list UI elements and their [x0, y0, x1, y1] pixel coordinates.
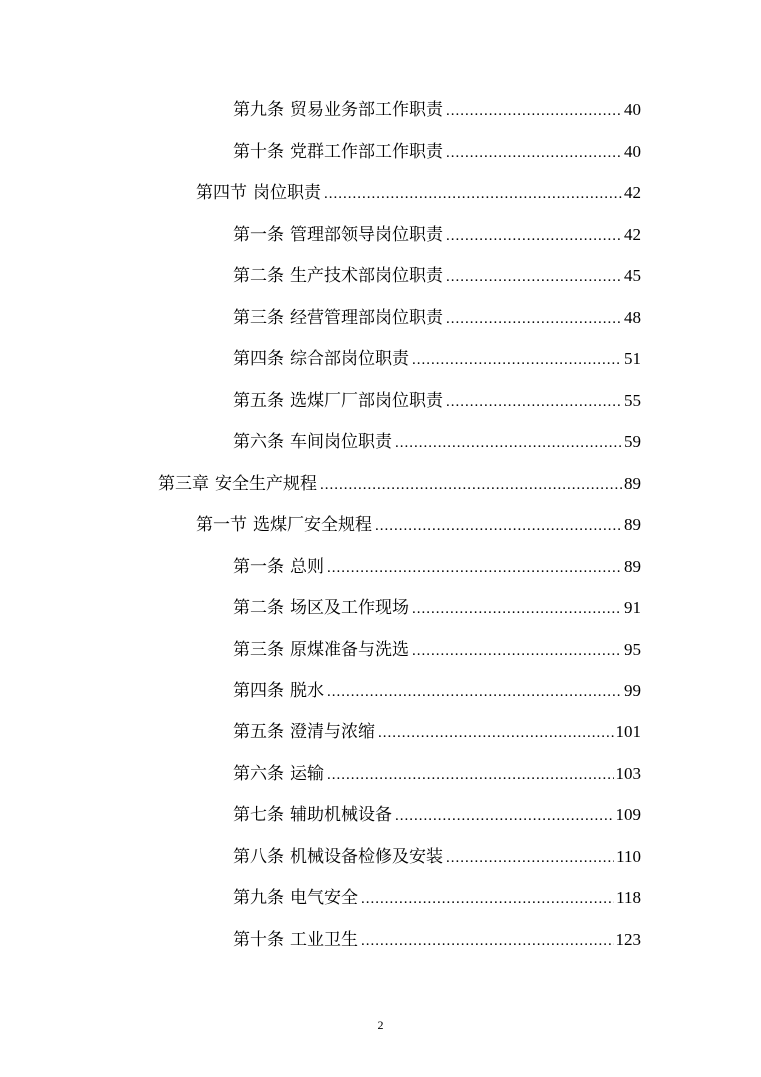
entry-label: 第九条 — [233, 888, 284, 908]
entry-title: 贸易业务部工作职责 — [290, 100, 443, 120]
toc-entry[interactable] — [233, 388, 641, 414]
page-footer-number: 2 — [377, 1018, 384, 1032]
entry-label: 第十条 — [233, 930, 284, 950]
toc-entry[interactable] — [233, 222, 641, 248]
dot-leader — [446, 306, 622, 332]
toc-entry[interactable] — [233, 802, 641, 828]
entry-label: 第九条 — [233, 100, 284, 120]
entry-page-number: 123 — [615, 930, 641, 949]
entry-title: 场区及工作现场 — [290, 598, 409, 618]
dot-leader — [412, 347, 622, 373]
entry-title: 脱水 — [290, 681, 324, 701]
entry-label: 第一条 — [233, 225, 284, 245]
entry-title: 车间岗位职责 — [290, 432, 392, 452]
entry-label: 第一节 — [196, 515, 247, 535]
entry-title: 原煤准备与洗选 — [290, 640, 409, 660]
toc-entry[interactable] — [233, 719, 641, 745]
toc-entry[interactable] — [233, 429, 641, 455]
dot-leader — [446, 98, 622, 124]
dot-leader — [320, 472, 622, 498]
entry-page-number: 55 — [624, 391, 641, 410]
dot-leader — [395, 430, 622, 456]
entry-title: 综合部岗位职责 — [290, 349, 409, 369]
entry-page-number: 95 — [624, 640, 641, 659]
entry-label: 第八条 — [233, 847, 284, 867]
dot-leader — [361, 886, 614, 912]
entry-title: 生产技术部岗位职责 — [290, 266, 443, 286]
entry-page-number: 110 — [616, 847, 641, 866]
toc-entry[interactable] — [233, 595, 641, 621]
entry-title: 运输 — [290, 764, 324, 784]
dot-leader — [375, 513, 622, 539]
dot-leader — [327, 679, 622, 705]
entry-page-number: 99 — [624, 681, 641, 700]
entry-page-number: 89 — [624, 515, 641, 534]
entry-page-number: 51 — [624, 349, 641, 368]
entry-page-number: 59 — [624, 432, 641, 451]
entry-title: 经营管理部岗位职责 — [290, 308, 443, 328]
entry-title: 电气安全 — [290, 888, 358, 908]
dot-leader — [324, 181, 622, 207]
dot-leader — [446, 223, 622, 249]
entry-title: 安全生产规程 — [215, 474, 317, 494]
entry-title: 选煤厂厂部岗位职责 — [290, 391, 443, 411]
entry-title: 选煤厂安全规程 — [253, 515, 372, 535]
entry-page-number: 91 — [624, 598, 641, 617]
toc-entry[interactable] — [233, 885, 641, 911]
dot-leader — [378, 720, 614, 746]
entry-label: 第三条 — [233, 308, 284, 328]
dot-leader — [327, 555, 622, 581]
entry-page-number: 42 — [624, 225, 641, 244]
entry-page-number: 89 — [624, 557, 641, 576]
entry-page-number: 101 — [615, 722, 641, 741]
dot-leader — [446, 845, 614, 871]
entry-page-number: 109 — [615, 805, 641, 824]
toc-entry[interactable] — [158, 471, 641, 497]
entry-title: 总则 — [290, 557, 324, 577]
entry-page-number: 118 — [616, 888, 641, 907]
entry-label: 第三章 — [158, 474, 209, 494]
entry-label: 第五条 — [233, 391, 284, 411]
toc-entry[interactable] — [233, 761, 641, 787]
entry-title: 管理部领导岗位职责 — [290, 225, 443, 245]
toc-entry[interactable] — [233, 305, 641, 331]
entry-title: 党群工作部工作职责 — [290, 142, 443, 162]
toc-entry[interactable] — [233, 263, 641, 289]
entry-title: 岗位职责 — [253, 183, 321, 203]
dot-leader — [395, 803, 614, 829]
entry-title: 机械设备检修及安装 — [290, 847, 443, 867]
entry-label: 第四条 — [233, 681, 284, 701]
entry-label: 第一条 — [233, 557, 284, 577]
entry-page-number: 40 — [624, 142, 641, 161]
toc-entry[interactable] — [233, 554, 641, 580]
entry-label: 第七条 — [233, 805, 284, 825]
entry-page-number: 89 — [624, 474, 641, 493]
entry-page-number: 42 — [624, 183, 641, 202]
toc-entry[interactable] — [233, 678, 641, 704]
toc-entry[interactable] — [233, 97, 641, 123]
entry-page-number: 40 — [624, 100, 641, 119]
dot-leader — [446, 389, 622, 415]
entry-page-number: 103 — [615, 764, 641, 783]
entry-label: 第五条 — [233, 722, 284, 742]
entry-label: 第六条 — [233, 432, 284, 452]
toc-entry[interactable] — [233, 139, 641, 165]
entry-title: 工业卫生 — [290, 930, 358, 950]
entry-label: 第三条 — [233, 640, 284, 660]
dot-leader — [446, 264, 622, 290]
dot-leader — [361, 928, 614, 954]
toc-entry[interactable] — [233, 927, 641, 953]
entry-page-number: 48 — [624, 308, 641, 327]
dot-leader — [327, 762, 614, 788]
toc-entry[interactable] — [233, 844, 641, 870]
dot-leader — [412, 638, 622, 664]
entry-label: 第十条 — [233, 142, 284, 162]
toc-entry[interactable] — [196, 180, 641, 206]
entry-page-number: 45 — [624, 266, 641, 285]
toc-entry[interactable] — [233, 637, 641, 663]
toc-entry[interactable] — [233, 346, 641, 372]
toc-entry[interactable] — [196, 512, 641, 538]
entry-label: 第四节 — [196, 183, 247, 203]
entry-label: 第四条 — [233, 349, 284, 369]
dot-leader — [446, 140, 622, 166]
dot-leader — [412, 596, 622, 622]
entry-label: 第二条 — [233, 266, 284, 286]
entry-label: 第六条 — [233, 764, 284, 784]
entry-title: 澄清与浓缩 — [290, 722, 375, 742]
entry-label: 第二条 — [233, 598, 284, 618]
entry-title: 辅助机械设备 — [290, 805, 392, 825]
